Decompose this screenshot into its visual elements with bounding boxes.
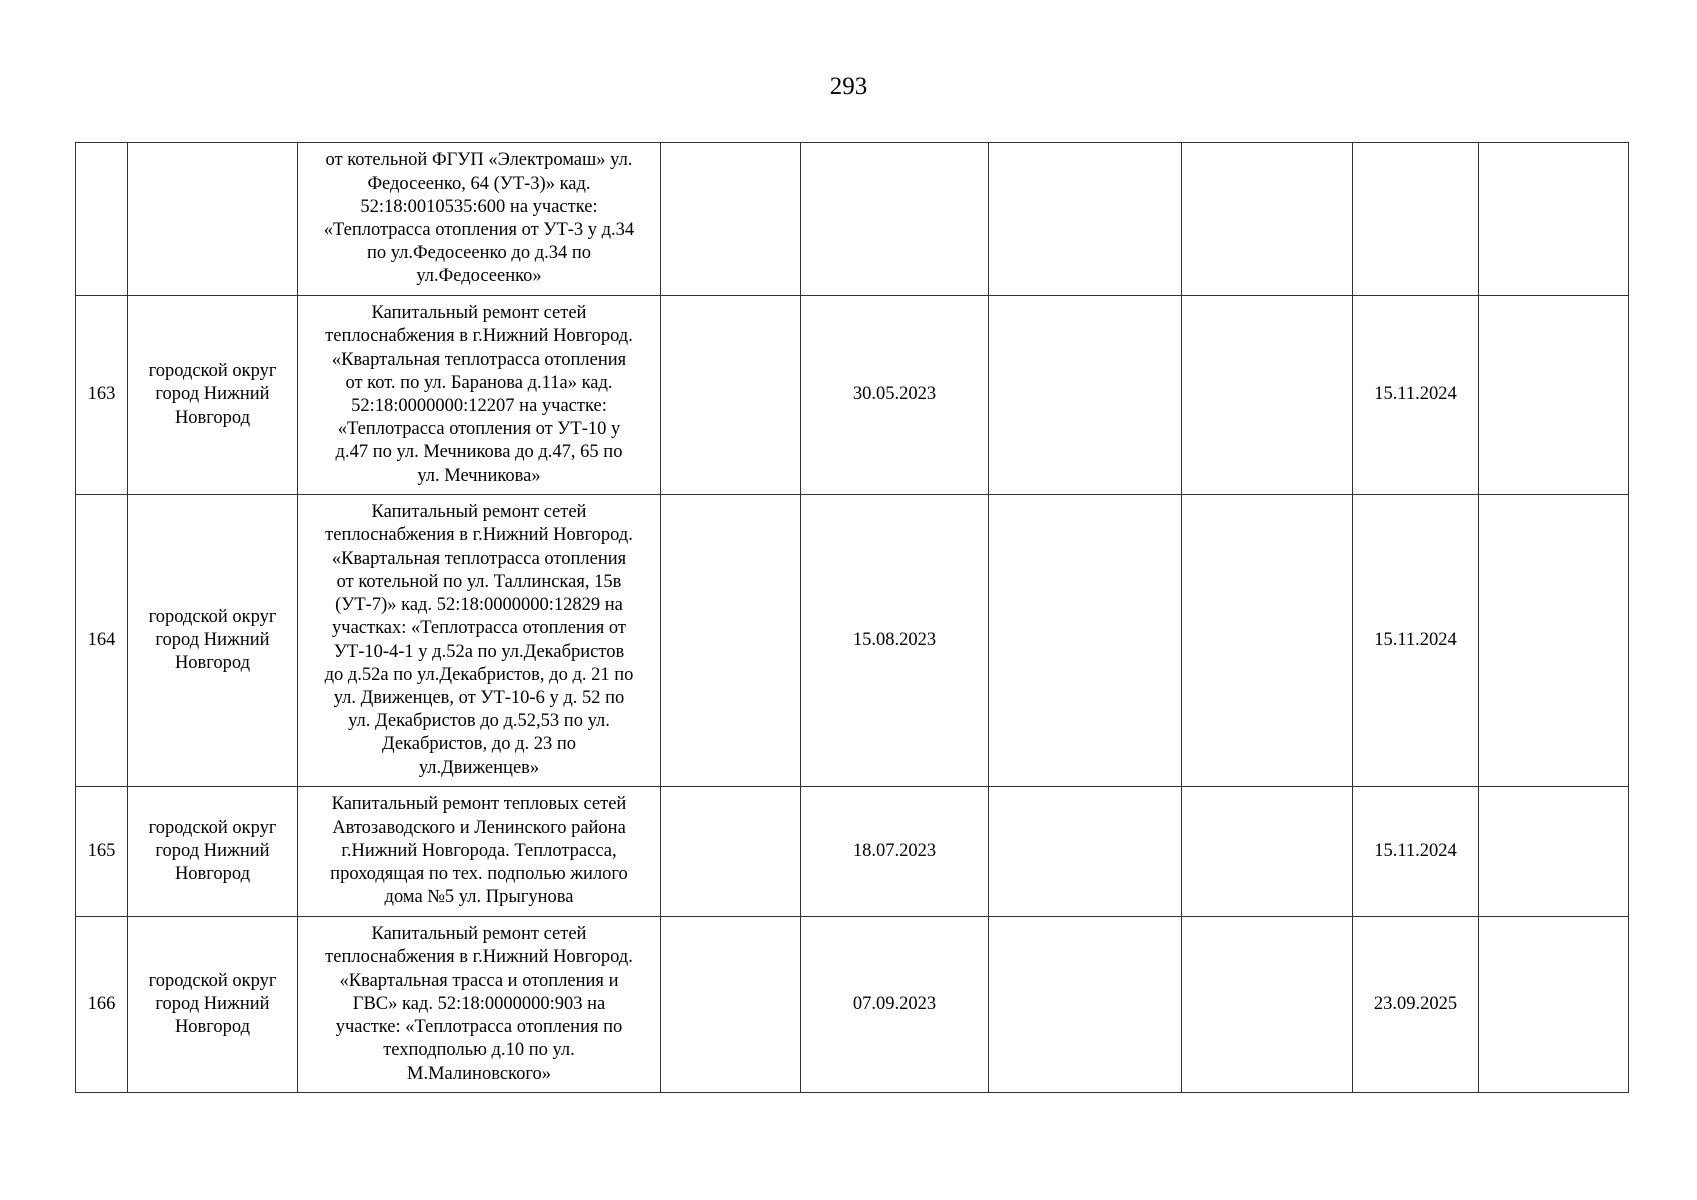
text-line: теплоснабжения в г.Нижний Новгород. xyxy=(325,947,633,968)
text-line: ГВС» кад. 52:18:0000000:903 на xyxy=(352,993,606,1014)
text-line: «Квартальная теплотрасса отопления xyxy=(331,548,627,569)
description-cell xyxy=(298,143,661,296)
table-row xyxy=(76,917,1629,1093)
text-line: Декабристов, до д. 23 по xyxy=(381,734,577,755)
page-number: 293 xyxy=(829,73,868,100)
empty-cell xyxy=(1479,296,1629,495)
text-line: от котельной ФГУП «Электромаш» ул. xyxy=(325,150,633,171)
description-cell xyxy=(298,296,661,495)
text-line: теплоснабжения в г.Нижний Новгород. xyxy=(325,326,633,347)
empty-cell xyxy=(989,787,1182,917)
end-date-cell: 15.11.2024 xyxy=(1353,296,1479,495)
text-line: ул. Мечникова» xyxy=(417,465,541,486)
text-line: ул.Федосеенко» xyxy=(416,266,542,287)
text-line: от котельной по ул. Таллинская, 15в xyxy=(336,571,622,592)
empty-cell xyxy=(1182,143,1353,296)
text-line: Капитальный ремонт тепловых сетей xyxy=(331,794,627,815)
empty-cell xyxy=(1479,787,1629,917)
text-line: городской округ xyxy=(148,970,277,991)
text-line: город Нижний xyxy=(155,993,270,1014)
municipality-cell xyxy=(128,787,298,917)
end-date-cell: 23.09.2025 xyxy=(1353,917,1479,1093)
text-line: «Квартальная трасса и отопления и xyxy=(339,970,619,991)
text-line: Капитальный ремонт сетей xyxy=(371,502,587,523)
table-row xyxy=(76,495,1629,787)
description-cell xyxy=(298,495,661,787)
table-row xyxy=(76,296,1629,495)
empty-cell xyxy=(989,143,1182,296)
empty-cell xyxy=(661,296,801,495)
text-line: участке: «Теплотрасса отопления по xyxy=(335,1017,623,1038)
row-number-cell: 166 xyxy=(76,917,128,1093)
end-date-cell: 15.11.2024 xyxy=(1353,495,1479,787)
text-line: Капитальный ремонт сетей xyxy=(371,303,587,324)
empty-cell xyxy=(1479,917,1629,1093)
description-cell xyxy=(298,787,661,917)
text-line: (УТ-7)» кад. 52:18:0000000:12829 на xyxy=(335,595,623,616)
empty-cell xyxy=(1479,495,1629,787)
empty-cell xyxy=(661,495,801,787)
text-line: УТ-10-4-1 у д.52а по ул.Декабристов xyxy=(333,641,625,662)
text-line: ул. Декабристов до д.52,53 по ул. xyxy=(348,711,610,732)
text-line: «Квартальная теплотрасса отопления xyxy=(331,349,627,370)
text-line: техподполью д.10 по ул. xyxy=(383,1040,575,1061)
empty-cell xyxy=(1182,917,1353,1093)
empty-cell xyxy=(989,296,1182,495)
registry-table xyxy=(75,142,1629,1093)
text-line: город Нижний xyxy=(155,840,270,861)
municipality-cell xyxy=(128,296,298,495)
empty-cell xyxy=(1182,787,1353,917)
row-number-cell: 164 xyxy=(76,495,128,787)
empty-cell xyxy=(989,917,1182,1093)
text-line: дома №5 ул. Прыгунова xyxy=(384,887,574,908)
description-cell xyxy=(298,917,661,1093)
text-line: от кот. по ул. Баранова д.11а» кад. xyxy=(345,372,613,393)
text-line: по ул.Федосеенко до д.34 по xyxy=(366,243,592,264)
empty-cell xyxy=(1182,296,1353,495)
empty-cell xyxy=(661,917,801,1093)
text-line: городской округ xyxy=(148,361,277,382)
text-line: Новгород xyxy=(174,653,251,674)
municipality-cell xyxy=(128,143,298,296)
text-line: город Нижний xyxy=(155,384,270,405)
text-line: Новгород xyxy=(174,407,251,428)
empty-cell xyxy=(1479,143,1629,296)
empty-cell xyxy=(1182,495,1353,787)
text-line: г.Нижний Новгорода. Теплотрасса, xyxy=(341,840,617,861)
table-row xyxy=(76,787,1629,917)
row-number-cell: 163 xyxy=(76,296,128,495)
text-line: до д.52а по ул.Декабристов, до д. 21 по xyxy=(324,664,634,685)
text-line: ул. Движенцев, от УТ-10-6 у д. 52 по xyxy=(333,687,625,708)
text-line: городской округ xyxy=(148,817,277,838)
municipality-cell xyxy=(128,495,298,787)
table-body xyxy=(76,143,1629,1093)
text-line: ул.Движенцев» xyxy=(418,757,540,778)
start-date-cell: 15.08.2023 xyxy=(801,495,989,787)
start-date-cell: 18.07.2023 xyxy=(801,787,989,917)
text-line: Новгород xyxy=(174,1017,251,1038)
end-date-cell: 15.11.2024 xyxy=(1353,787,1479,917)
empty-cell xyxy=(661,787,801,917)
start-date-cell: 30.05.2023 xyxy=(801,296,989,495)
row-number-cell: 165 xyxy=(76,787,128,917)
text-line: «Теплотрасса отопления от УТ-3 у д.34 xyxy=(323,220,635,240)
text-line: «Теплотрасса отопления от УТ-10 у xyxy=(337,419,621,440)
start-date-cell xyxy=(801,143,989,296)
text-line: теплоснабжения в г.Нижний Новгород. xyxy=(325,525,633,546)
table-row xyxy=(76,143,1629,296)
text-line: д.47 по ул. Мечникова до д.47, 65 по xyxy=(335,442,623,463)
empty-cell xyxy=(989,495,1182,787)
text-line: 52:18:0010535:600 на участке: xyxy=(360,196,598,217)
start-date-cell: 07.09.2023 xyxy=(801,917,989,1093)
text-line: 52:18:0000000:12207 на участке: xyxy=(351,396,607,416)
text-line: город Нижний xyxy=(155,629,270,650)
text-line: Новгород xyxy=(174,864,251,885)
text-line: М.Малиновского» xyxy=(407,1063,551,1084)
text-line: проходящая по тех. подполью жилого xyxy=(330,864,628,885)
text-line: Федосеенко, 64 (УТ-3)» кад. xyxy=(367,173,591,194)
empty-cell xyxy=(661,143,801,296)
end-date-cell xyxy=(1353,143,1479,296)
row-number-cell xyxy=(76,143,128,296)
municipality-cell xyxy=(128,917,298,1093)
text-line: участках: «Теплотрасса отопления от xyxy=(332,618,626,639)
text-line: Капитальный ремонт сетей xyxy=(371,924,587,945)
text-line: городской округ xyxy=(148,606,277,627)
text-line: Автозаводского и Ленинского района xyxy=(332,817,626,838)
